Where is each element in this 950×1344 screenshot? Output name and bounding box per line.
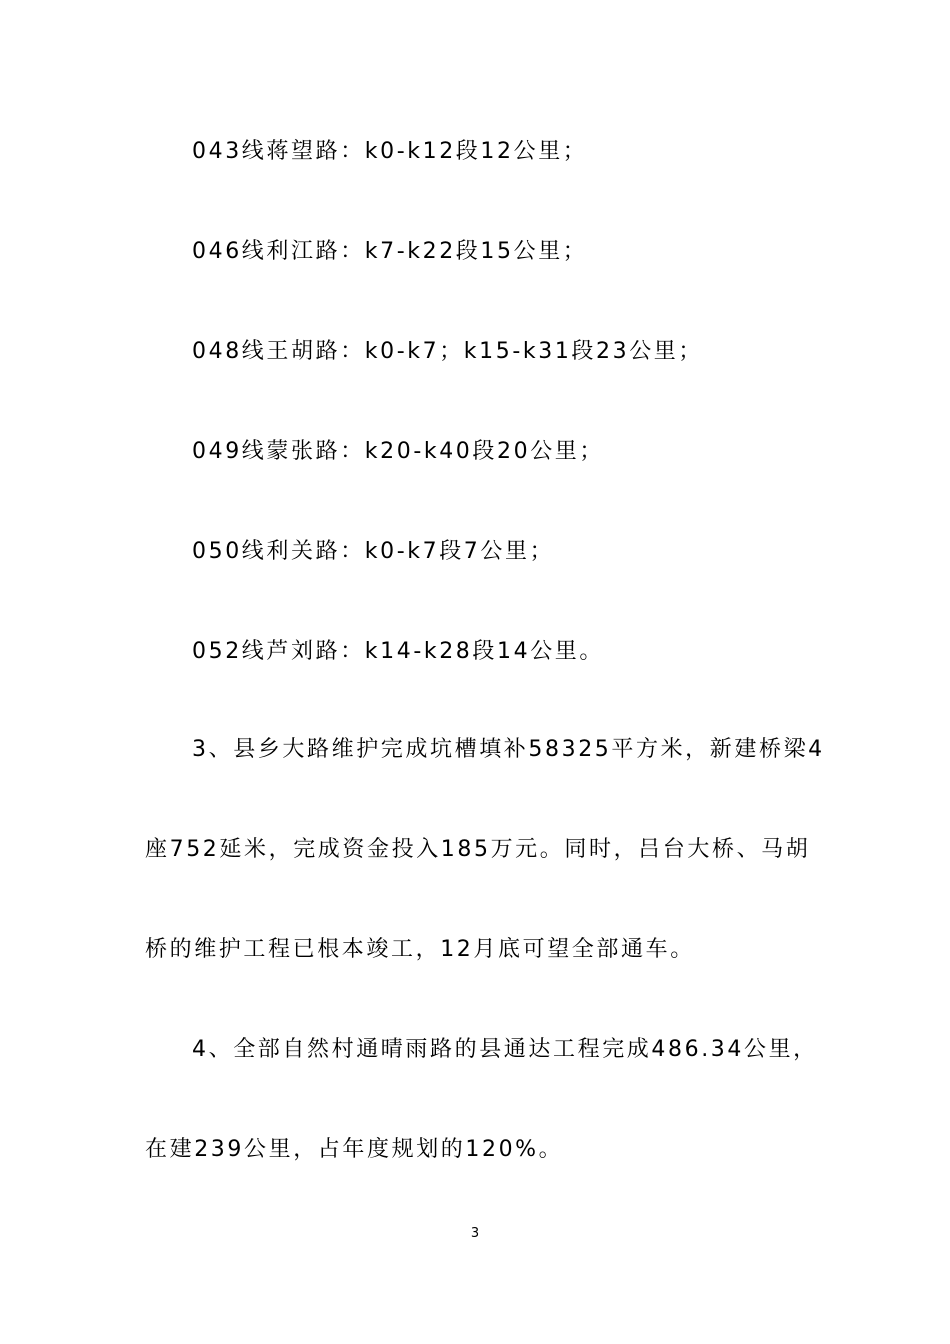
road-item-046: 046线利江路：k7-k22段15公里； [192,239,588,264]
paragraph-3-line-3: 桥的维护工程已根本竣工，12月底可望全部通车。 [145,937,695,962]
road-item-048: 048线王胡路：k0-k7；k15-k31段23公里； [192,339,704,364]
road-item-043: 043线蒋望路：k0-k12段12公里； [192,139,588,164]
road-item-052: 052线芦刘路：k14-k28段14公里。 [192,639,604,664]
paragraph-4-line-1: 4、全部自然村通晴雨路的县通达工程完成486.34公里， [192,1037,818,1062]
paragraph-3-line-1: 3、县乡大路维护完成坑槽填补58325平方米，新建桥梁4 [192,737,825,762]
paragraph-3-line-2: 座752延米，完成资金投入185万元。同时，吕台大桥、马胡 [145,837,811,862]
paragraph-4-line-2: 在建239公里，占年度规划的120%。 [145,1137,564,1162]
page-number: 3 [470,1226,480,1241]
road-item-050: 050线利关路：k0-k7段7公里； [192,539,555,564]
road-item-049: 049线蒙张路：k20-k40段20公里； [192,439,604,464]
